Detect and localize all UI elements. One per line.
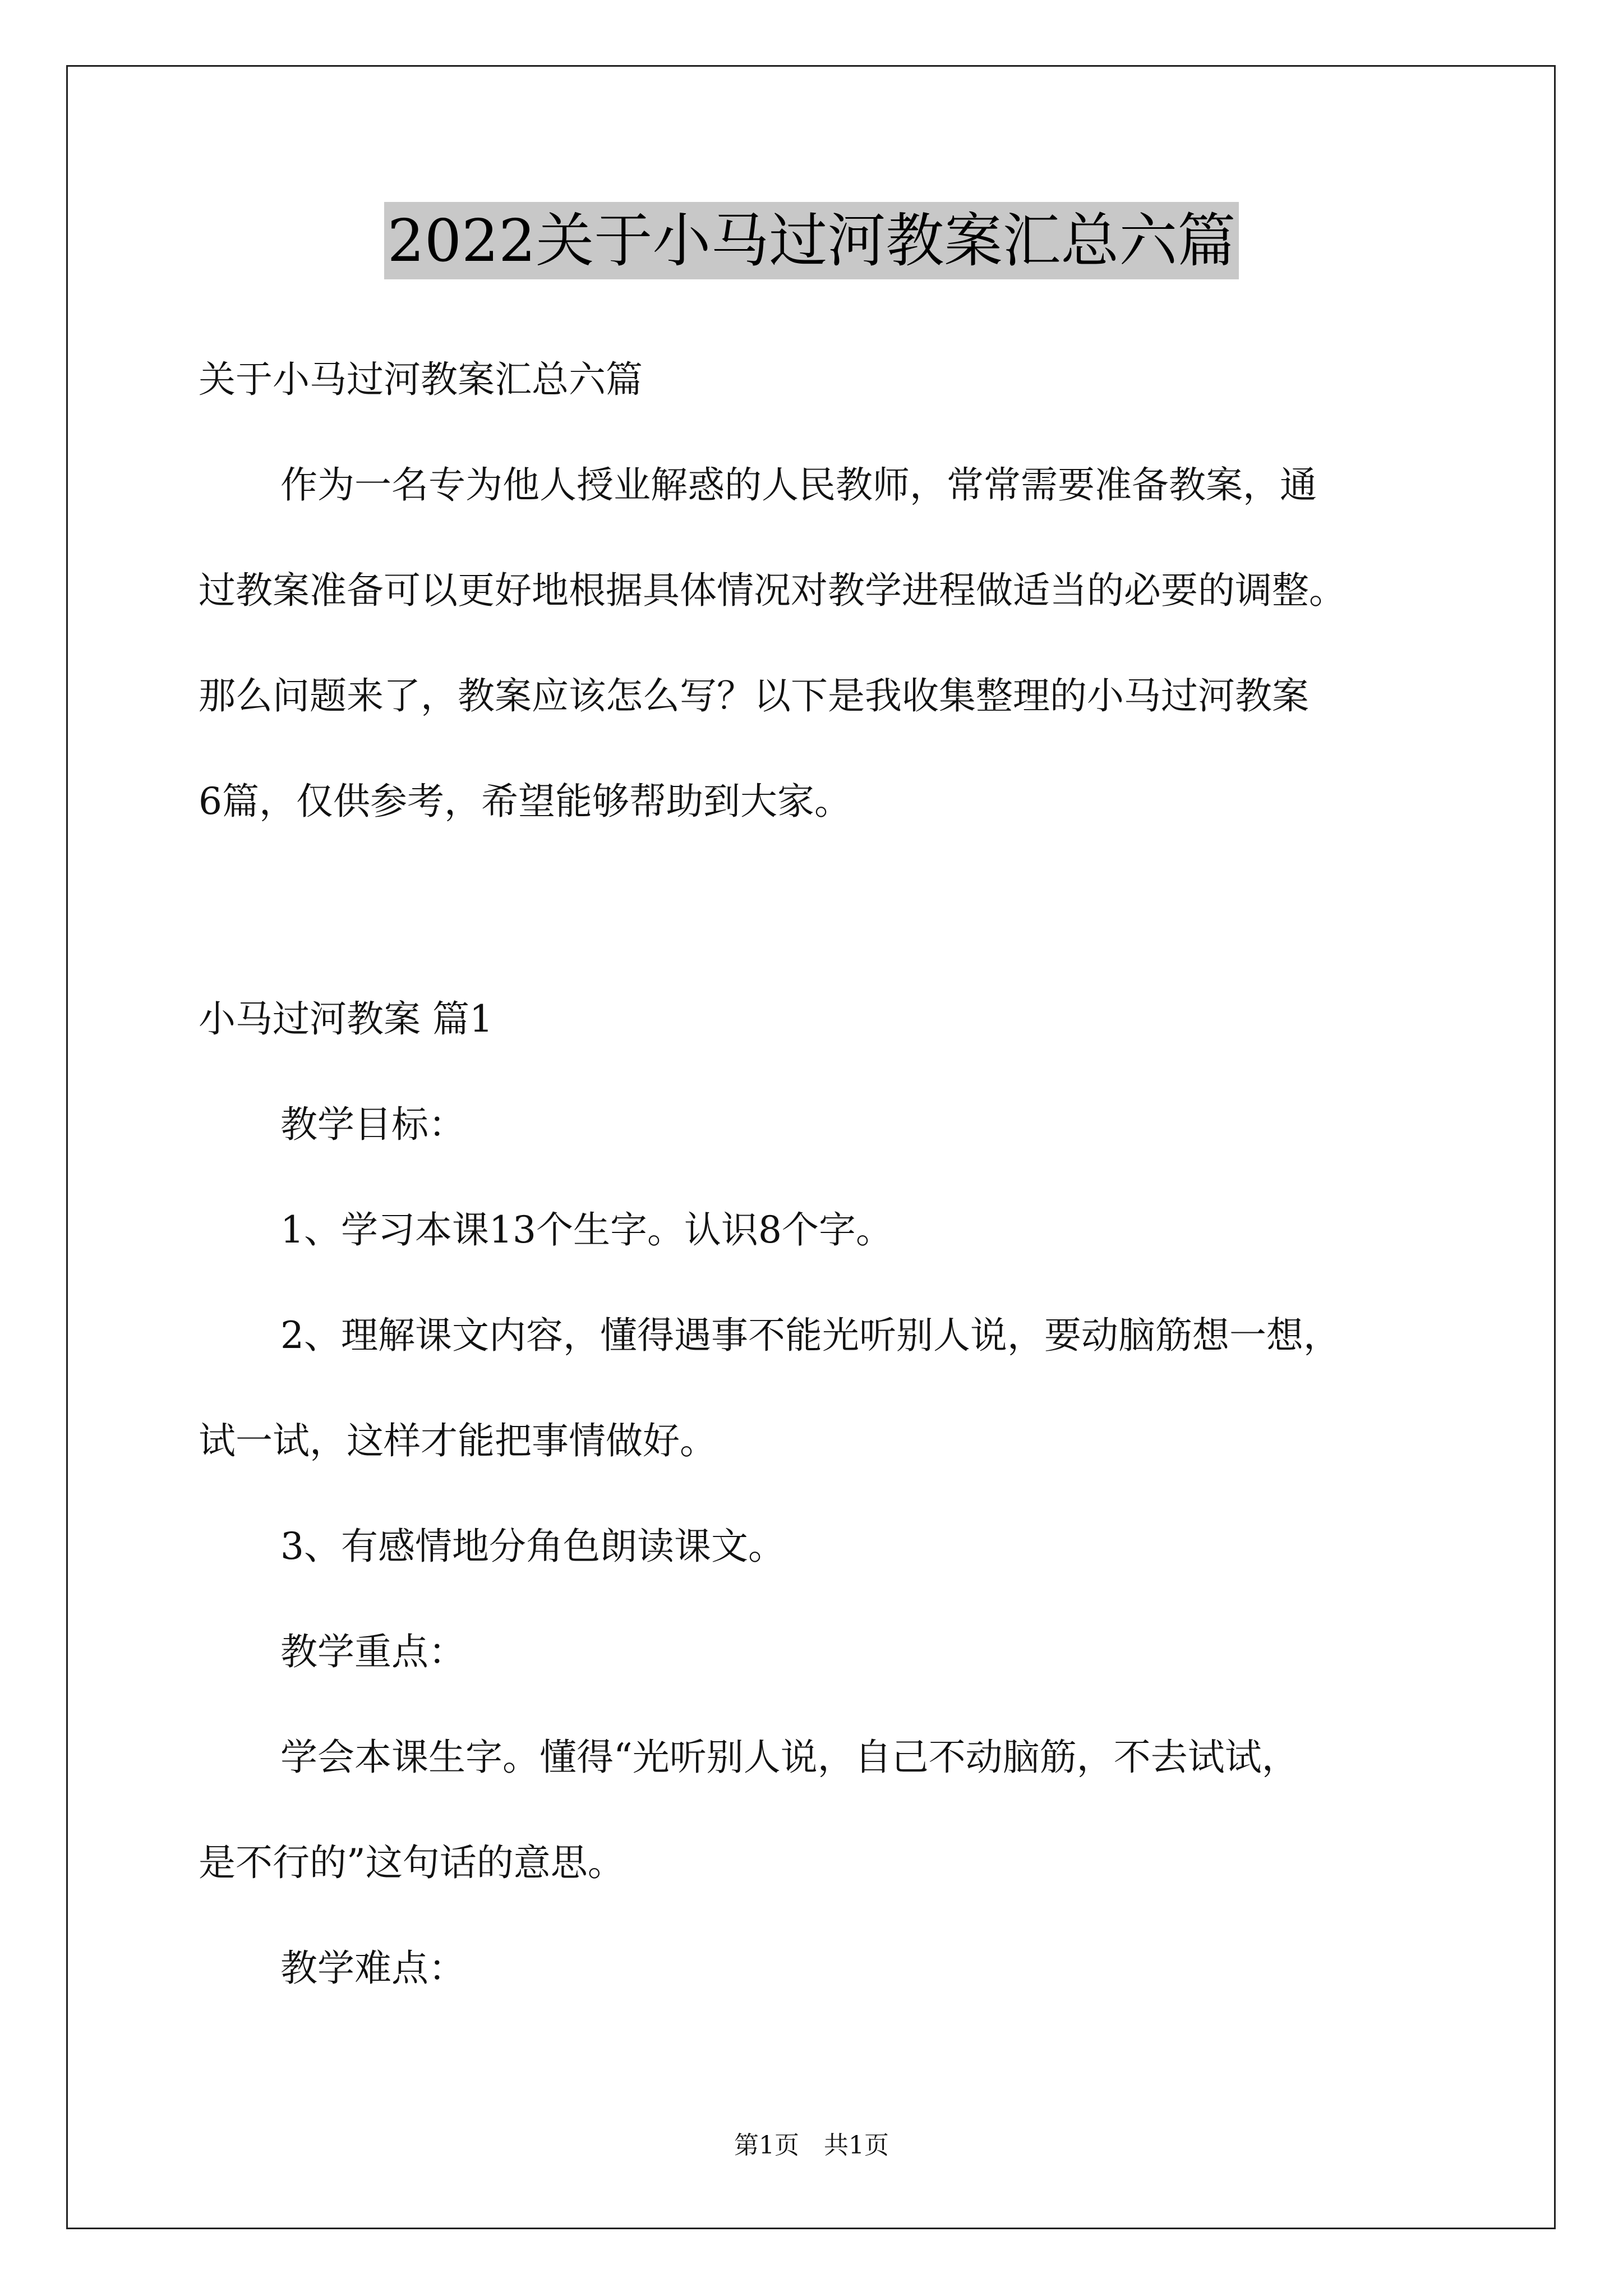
difficulties-heading: 教学难点：: [280, 1947, 465, 1990]
key-points-line-2: 是不行的”这句话的意思。: [199, 1841, 625, 1884]
page-footer: 第1页 共1页: [734, 2131, 889, 2160]
intro-paragraph-line-2: 过教案准备可以更好地根据具体情况对教学进程做适当的必要的调整。: [199, 569, 1346, 612]
objective-item-1: 1、学习本课13个生字。认识8个字。: [280, 1208, 893, 1251]
section-heading: 小马过河教案 篇1: [199, 997, 493, 1041]
key-points-heading: 教学重点：: [280, 1630, 465, 1673]
document-title: 2022关于小马过河教案汇总六篇: [384, 202, 1239, 279]
intro-paragraph-line-1: 作为一名专为他人授业解惑的人民教师，常常需要准备教案，通: [280, 463, 1317, 507]
objectives-heading: 教学目标：: [280, 1103, 465, 1146]
intro-paragraph-line-3: 那么问题来了，教案应该怎么写？以下是我收集整理的小马过河教案: [199, 674, 1309, 717]
subtitle-line: 关于小马过河教案汇总六篇: [199, 358, 643, 401]
objective-item-2-line-1: 2、理解课文内容，懂得遇事不能光听别人说，要动脑筋想一想，: [280, 1314, 1340, 1357]
key-points-line-1: 学会本课生字。懂得“光听别人说，自己不动脑筋，不去试试，: [280, 1736, 1299, 1779]
objective-item-3: 3、有感情地分角色朗读课文。: [280, 1525, 785, 1568]
intro-paragraph-line-4: 6篇，仅供参考，希望能够帮助到大家。: [199, 780, 851, 823]
title-container: [0, 202, 1623, 279]
objective-item-2-line-2: 试一试，这样才能把事情做好。: [199, 1419, 717, 1462]
